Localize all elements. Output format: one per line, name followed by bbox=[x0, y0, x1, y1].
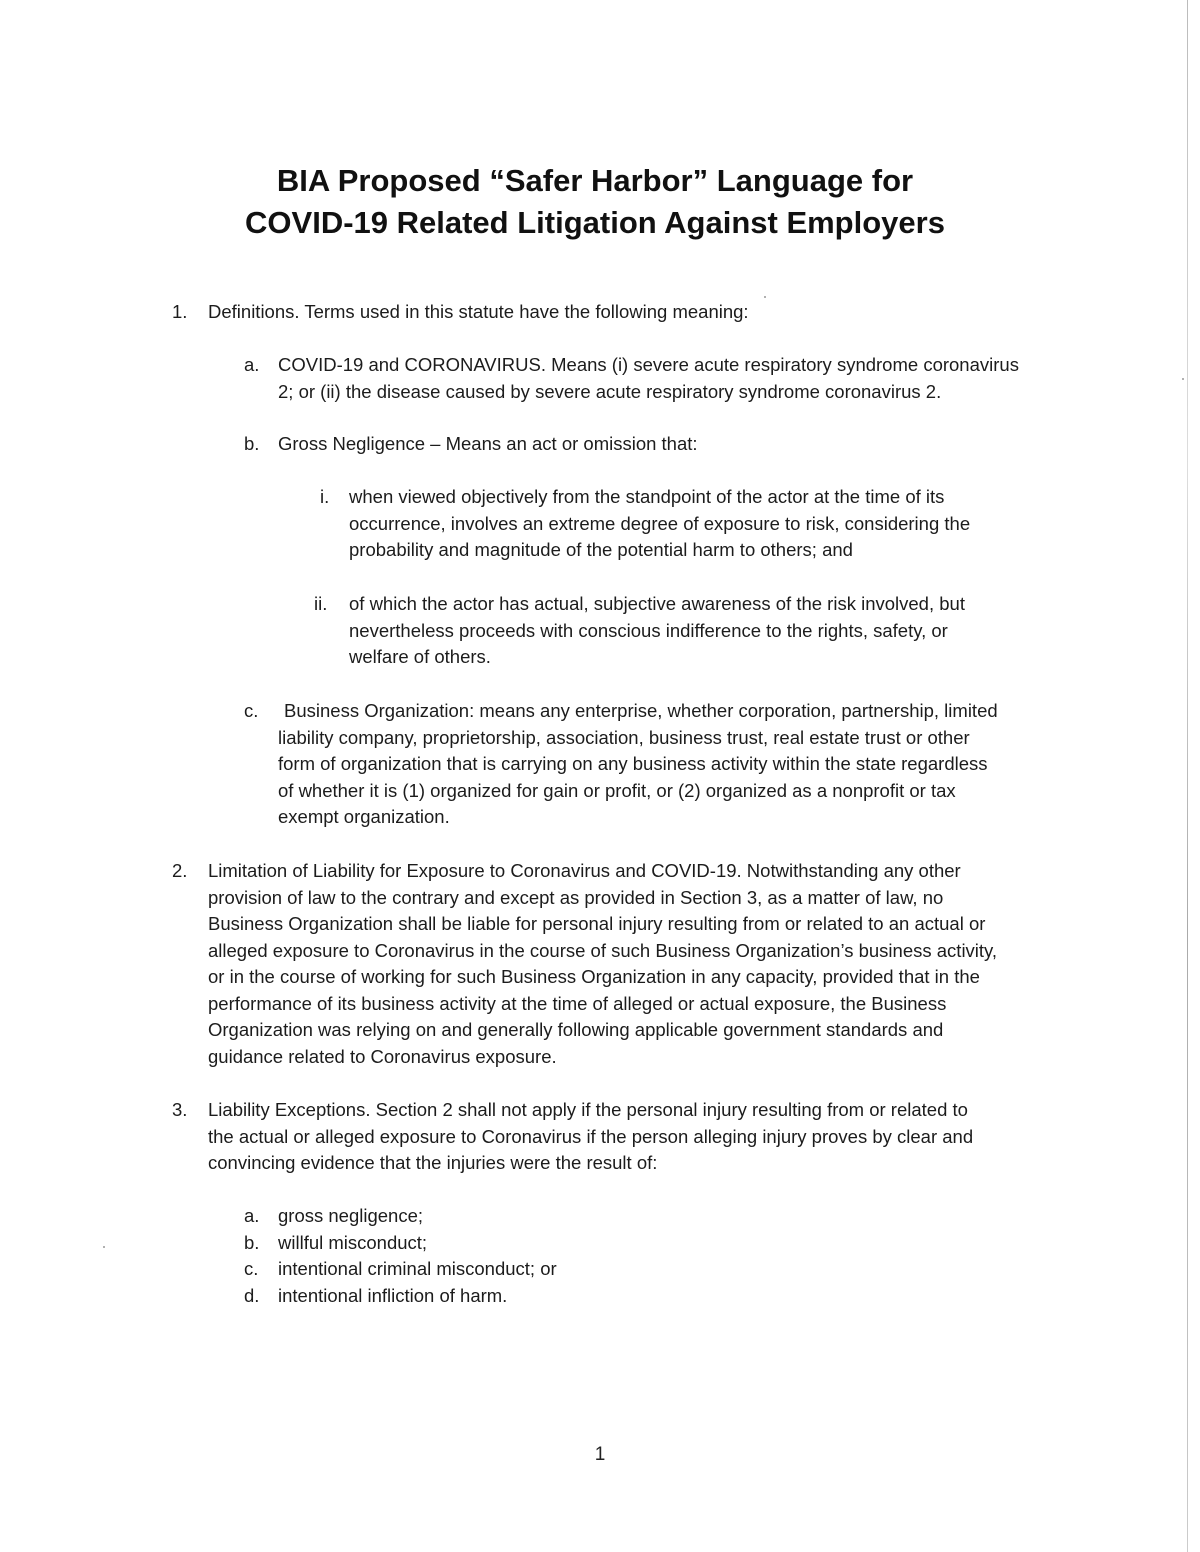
definition-c-line: liability company, proprietorship, association, business trust, real estate trust or other bbox=[278, 726, 970, 748]
document-title bbox=[150, 160, 1040, 244]
section-2-line: Limitation of Liability for Exposure to Coronavirus and COVID-19. Notwithstanding any other bbox=[208, 860, 961, 881]
section-1-text: Definitions. Terms used in this statute have the following meaning: bbox=[208, 301, 749, 322]
definition-b-ii-label: ii. bbox=[314, 593, 328, 614]
section-3-text bbox=[208, 1097, 973, 1177]
section-2-line: provision of law to the contrary and except as provided in Section 3, as a matter of law, no bbox=[208, 886, 944, 908]
exception-item bbox=[244, 1256, 557, 1283]
section-2-line: performance of its business activity at the time of alleged or actual exposure, the Business bbox=[208, 992, 947, 1014]
exception-text: intentional infliction of harm. bbox=[278, 1284, 508, 1306]
exception-item bbox=[244, 1283, 557, 1310]
title-line-2: COVID-19 Related Litigation Against Employers bbox=[245, 205, 945, 240]
definition-b-i-label: i. bbox=[320, 486, 330, 507]
definition-c-text bbox=[278, 698, 998, 831]
exceptions-list bbox=[244, 1203, 557, 1309]
section-3-line: convincing evidence that the injuries were the result of: bbox=[208, 1152, 658, 1173]
exception-label: a. bbox=[244, 1205, 260, 1226]
section-2-line: guidance related to Coronavirus exposure. bbox=[208, 1045, 557, 1067]
definition-b-ii-text bbox=[349, 591, 965, 671]
section-2-line: Business Organization shall be liable for personal injury resulting from or related to an actual or bbox=[208, 913, 986, 934]
scan-speck bbox=[103, 1246, 105, 1248]
section-2-number: 2. bbox=[172, 860, 188, 881]
definition-a-text bbox=[278, 352, 1019, 405]
definition-a-line: COVID-19 and CORONAVIRUS. Means (i) severe acute respiratory syndrome coronavirus bbox=[278, 354, 1019, 375]
definition-c-line: exempt organization. bbox=[278, 806, 450, 827]
exception-label: d. bbox=[244, 1284, 260, 1306]
definition-b-i-line: occurrence, involves an extreme degree of exposure to risk, considering the bbox=[349, 512, 971, 534]
title-line-1: BIA Proposed “Safer Harbor” Language for bbox=[276, 163, 914, 198]
definition-b-ii-line: nevertheless proceeds with conscious indifference to the rights, safety, or bbox=[349, 619, 948, 641]
exception-text: willful misconduct; bbox=[278, 1231, 428, 1253]
exception-text: intentional criminal misconduct; or bbox=[278, 1258, 557, 1279]
page-number: 1 bbox=[594, 1444, 606, 1465]
definition-b-ii-line: of which the actor has actual, subjective awareness of the risk involved, but bbox=[349, 593, 965, 614]
scan-edge-line bbox=[1187, 0, 1188, 1552]
section-3-line: the actual or alleged exposure to Coronavirus if the person alleging injury proves by clear and bbox=[208, 1125, 974, 1147]
section-2-line: Organization was relying on and generally following applicable government standards and bbox=[208, 1019, 944, 1040]
scan-speck bbox=[764, 296, 766, 298]
definition-b-ii-line: welfare of others. bbox=[349, 646, 491, 667]
definition-c-line: Business Organization: means any enterprise, whether corporation, partnership, limited bbox=[284, 700, 998, 721]
definition-b-label: b. bbox=[244, 433, 260, 454]
section-3-number: 3. bbox=[172, 1099, 188, 1120]
section-3-line: Liability Exceptions. Section 2 shall not apply if the personal injury resulting from or related to bbox=[208, 1099, 968, 1120]
section-2-line: alleged exposure to Coronavirus in the course of such Business Organization’s business activity, bbox=[208, 939, 998, 961]
exception-label: b. bbox=[244, 1231, 260, 1253]
section-2-line: or in the course of working for such Business Organization in any capacity, provided that in the bbox=[208, 966, 980, 987]
definition-b-i-line: probability and magnitude of the potential harm to others; and bbox=[349, 539, 853, 560]
section-2-text bbox=[208, 858, 997, 1070]
definition-b-i-text bbox=[349, 484, 970, 564]
definition-a-line: 2; or (ii) the disease caused by severe acute respiratory syndrome coronavirus 2. bbox=[278, 380, 942, 402]
definition-c-line: form of organization that is carrying on any business activity within the state regardless bbox=[278, 753, 988, 774]
exception-item bbox=[244, 1203, 557, 1230]
definition-b-i-line: when viewed objectively from the standpoint of the actor at the time of its bbox=[349, 486, 945, 507]
definition-c-label: c. bbox=[244, 700, 259, 721]
exception-label: c. bbox=[244, 1258, 259, 1279]
definition-c-line: of whether it is (1) organized for gain or profit, or (2) organized as a nonprofit or tax bbox=[278, 779, 956, 801]
exception-text: gross negligence; bbox=[278, 1205, 424, 1226]
definition-b-text: Gross Negligence – Means an act or omission that: bbox=[278, 433, 698, 454]
exception-item bbox=[244, 1230, 557, 1257]
definition-a-label: a. bbox=[244, 354, 260, 375]
scan-speck bbox=[1182, 378, 1184, 380]
section-1-number: 1. bbox=[172, 301, 188, 322]
